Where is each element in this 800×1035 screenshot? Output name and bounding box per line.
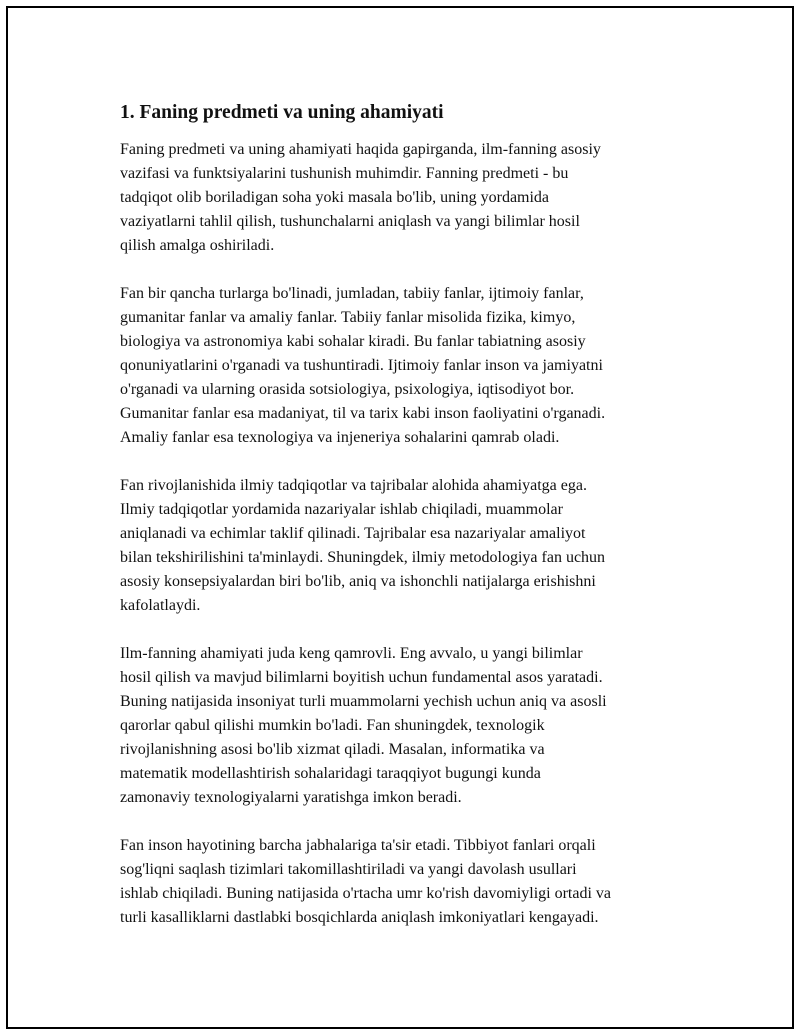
paragraph-2: Fan bir qancha turlarga bo'linadi, jumladan, tabiiy fanlar, ijtimoiy fanlar, gumanitar fanlar va amaliy fanlar. Tabiiy fanlar misolida fizika, kimyo, biologiya va astronomiya kabi sohalar kiradi. Bu fanlar tabiatning asosiy qonuniyatlarini o'rganadi va tushuntiradi. Ijtimoiy fanlar inson va jamiyatni o'rganadi va ularning orasida sotsiologiya, psixologiya, iqtisodiyot bor. Gumanitar fanlar esa madaniyat, til va tarix kabi inson faoliyatini o'rganadi. Amaliy fanlar esa texnologiya va injeneriya sohalarini qamrab oladi. bbox=[120, 285, 606, 446]
section-heading: 1. Faning predmeti va uning ahamiyati bbox=[120, 102, 444, 123]
paragraph-4: Ilm-fanning ahamiyati juda keng qamrovli. Eng avvalo, u yangi bilimlar hosil qilish va mavjud bilimlarni boyitish uchun fundamental asos yaratadi. Buning natijasida insoniyat turli muammolarni yechish uchun aniq va asosli qarorlar qabul qilishi mumkin bo'ladi. Fan shuningdek, texnologik rivojlanishning asosi bo'lib xizmat qiladi. Masalan, informatika va matematik modellashtirish sohalaridagi taraqqiyot bugungi kunda zamonaviy texnologiyalarni yaratishga imkon beradi. bbox=[120, 645, 607, 806]
paragraph-1: Faning predmeti va uning ahamiyati haqida gapirganda, ilm-fanning asosiy vazifasi va funktsiyalarini tushunish muhimdir. Fanning predmeti - bu tadqiqot olib boriladigan soha yoki masala bo'lib, uning yordamida vaziyatlarni tahlil qilish, tushunchalarni aniqlash va yangi bilimlar hosil qilish amalga oshiriladi. bbox=[120, 141, 601, 254]
document-body bbox=[120, 100, 696, 954]
page-border bbox=[6, 6, 794, 1029]
paragraph-5: Fan inson hayotining barcha jabhalariga ta'sir etadi. Tibbiyot fanlari orqali sog'liqni saqlash tizimlari takomillashtiriladi va yangi davolash usullari ishlab chiqiladi. Buning natijasida o'rtacha umr ko'rish davomiyligi ortadi va turli kasalliklarni dastlabki bosqichlarda aniqlash imkoniyatlari kengayadi. bbox=[120, 837, 611, 926]
paragraph-3: Fan rivojlanishida ilmiy tadqiqotlar va tajribalar alohida ahamiyatga ega. Ilmiy tadqiqotlar yordamida nazariyalar ishlab chiqiladi, muammolar aniqlanadi va echimlar taklif qilinadi. Tajribalar esa nazariyalar amaliyot bilan tekshirilishini ta'minlaydi. Shuningdek, ilmiy metodologiya fan uchun asosiy konsepsiyalardan biri bo'lib, aniq va ishonchli natijalarga erishishni kafolatlaydi. bbox=[120, 477, 606, 614]
